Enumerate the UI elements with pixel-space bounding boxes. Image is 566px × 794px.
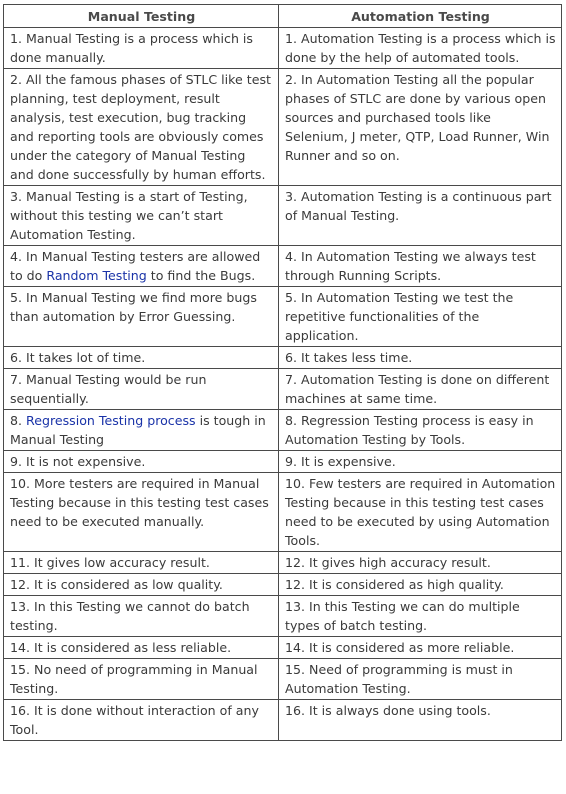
cell-text: 6. It takes lot of time. [10,350,146,365]
header-manual-testing: Manual Testing [4,5,279,28]
cell-text: 15. No need of programming in Manual Testing. [10,662,258,696]
cell-text: 16. It is done without interaction of any Tool. [10,703,259,737]
manual-cell [4,659,279,700]
cell-text: 12. It gives high accuracy result. [285,555,491,570]
cell-text: 9. It is expensive. [285,454,396,469]
table-row [4,28,562,69]
comparison-table [3,4,562,741]
table-row [4,574,562,596]
automation-cell [279,410,562,451]
manual-cell [4,473,279,552]
cell-text: 1. Automation Testing is a process which is done by the help of automated tools. [285,31,556,65]
manual-cell [4,369,279,410]
cell-text: 2. All the famous phases of STLC like test planning, test deployment, result analysis, test execution, bug tracking and reporting tools are obviously comes under the category of Manual Testing and done successfully by human efforts. [10,72,271,182]
manual-cell [4,700,279,741]
automation-cell [279,473,562,552]
table-row [4,451,562,473]
cell-text: 1. Manual Testing is a process which is done manually. [10,31,253,65]
automation-cell [279,287,562,347]
table-row [4,410,562,451]
automation-cell [279,659,562,700]
header-row [4,5,562,28]
manual-cell [4,28,279,69]
table-row [4,637,562,659]
manual-cell [4,637,279,659]
automation-cell [279,574,562,596]
cell-text: 15. Need of programming is must in Automation Testing. [285,662,513,696]
manual-cell [4,596,279,637]
cell-text: 7. Automation Testing is done on different machines at same time. [285,372,550,406]
table-row [4,700,562,741]
table-row [4,659,562,700]
cell-text: 12. It is considered as high quality. [285,577,504,592]
table-row [4,473,562,552]
manual-cell [4,552,279,574]
automation-cell [279,28,562,69]
manual-cell [4,451,279,473]
automation-cell [279,186,562,246]
cell-text: 16. It is always done using tools. [285,703,491,718]
table-row [4,69,562,186]
cell-text: 8. Regression Testing process is easy in Automation Testing by Tools. [285,413,534,447]
cell-text: is tough in Manual Testing [10,413,266,447]
automation-cell [279,596,562,637]
automation-cell [279,246,562,287]
manual-cell [4,574,279,596]
cell-text: 13. In this Testing we can do multiple types of batch testing. [285,599,520,633]
manual-cell [4,69,279,186]
table-row [4,186,562,246]
manual-cell [4,246,279,287]
automation-cell [279,69,562,186]
cell-text: 14. It is considered as more reliable. [285,640,515,655]
cell-link[interactable]: Regression Testing process [26,413,196,428]
cell-text: 8. [10,413,27,428]
manual-cell [4,347,279,369]
cell-text: 11. It gives low accuracy result. [10,555,210,570]
cell-text: 4. In Automation Testing we always test through Running Scripts. [285,249,536,283]
automation-cell [279,347,562,369]
automation-cell [279,700,562,741]
automation-cell [279,369,562,410]
table-row [4,369,562,410]
table-row [4,596,562,637]
automation-cell [279,552,562,574]
cell-text: 6. It takes less time. [285,350,413,365]
cell-text: 3. Manual Testing is a start of Testing, without this testing we can’t start Automation Testing. [10,189,248,242]
cell-text: 10. More testers are required in Manual Testing because in this testing test cases need to be executed manually. [10,476,269,529]
cell-text: 7. Manual Testing would be run sequentially. [10,372,207,406]
cell-text: 3. Automation Testing is a continuous part of Manual Testing. [285,189,552,223]
table-row [4,287,562,347]
cell-text: 2. In Automation Testing all the popular phases of STLC are done by various open sources and purchased tools like Selenium, J meter, QTP, Load Runner, Win Runner and so on. [285,72,550,163]
header-automation-testing: Automation Testing [279,5,562,28]
automation-cell [279,637,562,659]
cell-text: 9. It is not expensive. [10,454,146,469]
cell-text: 10. Few testers are required in Automation Testing because in this testing test cases need to be executed by using Automation Tools. [285,476,556,548]
manual-cell [4,186,279,246]
cell-text: 12. It is considered as low quality. [10,577,223,592]
manual-cell [4,410,279,451]
cell-text: 5. In Manual Testing we find more bugs than automation by Error Guessing. [10,290,257,324]
cell-link[interactable]: Random Testing [46,268,147,283]
table-row [4,552,562,574]
automation-cell [279,451,562,473]
manual-cell [4,287,279,347]
cell-text: 5. In Automation Testing we test the repetitive functionalities of the application. [285,290,514,343]
cell-text: to find the Bugs. [146,268,256,283]
cell-text: 13. In this Testing we cannot do batch testing. [10,599,250,633]
cell-text: 4. In Manual Testing testers are allowed to do [10,249,261,283]
table-body [4,28,562,741]
table-row [4,246,562,287]
cell-text: 14. It is considered as less reliable. [10,640,232,655]
table-row [4,347,562,369]
